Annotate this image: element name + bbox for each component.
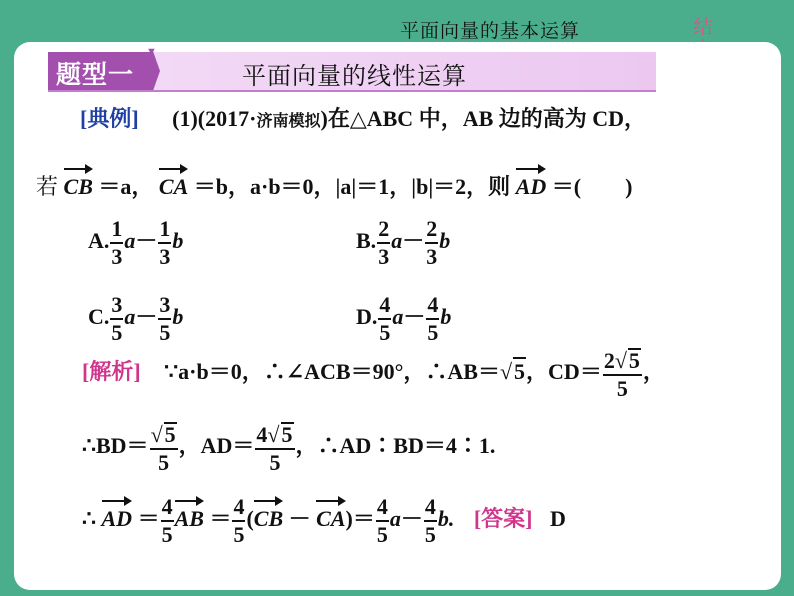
var: a: [392, 304, 404, 330]
example-line-2: [36, 164, 632, 201]
solution-text: ∴: [82, 506, 96, 532]
solution-text: ，∴AD∶BD＝4∶1.: [295, 433, 496, 459]
vector-ca: CA: [316, 496, 345, 532]
option-letter: D.: [356, 304, 378, 330]
var: b: [172, 304, 184, 330]
solution-text: －: [283, 506, 317, 532]
solution-line-3: [82, 496, 566, 546]
solution-text: ＝: [203, 506, 232, 532]
var: a: [391, 228, 403, 254]
vector-ca: CA: [159, 164, 188, 200]
var: b.: [437, 506, 455, 532]
section-tag-label: 题型一: [56, 60, 135, 89]
solution-line-2: [82, 422, 495, 474]
vector-cb: CB: [64, 164, 93, 200]
solution-text: ，AD＝: [178, 433, 255, 459]
example-label: [典例]: [80, 106, 139, 131]
option-c[interactable]: [88, 294, 183, 344]
fraction: $\frac{√5}{5}$: [150, 422, 176, 475]
fraction: $\frac{2}{3}$: [426, 216, 438, 269]
header-title: 平面向量的基本运算: [400, 20, 581, 42]
minus: －: [403, 304, 426, 330]
tag-ribbon-icon: ▼: [146, 46, 157, 58]
vector-ab: AB: [175, 496, 204, 532]
minus: －: [135, 304, 158, 330]
solution-text: ∵a·b＝0，∴∠ACB＝90°，∴AB＝: [164, 359, 500, 385]
solution-label: [解析]: [82, 359, 141, 385]
fraction: $\frac{2√5}{5}$: [603, 348, 640, 401]
fraction: $\frac{4}{5}$: [379, 292, 391, 345]
solution-text: ＝: [132, 506, 160, 532]
option-b[interactable]: [356, 218, 450, 268]
example-line-1: [80, 102, 646, 133]
fraction: $\frac{3}{5}$: [111, 292, 123, 345]
var: a: [124, 228, 136, 254]
fraction: $\frac{4}{5}$: [424, 494, 436, 547]
fraction: $\frac{1}{3}$: [159, 216, 171, 269]
option-letter: C.: [88, 304, 110, 330]
fraction: $\frac{4}{5}$: [233, 494, 245, 547]
var: a: [124, 304, 136, 330]
solution-text: ，: [642, 359, 665, 385]
solution-text: )＝: [345, 506, 375, 532]
fraction: $\frac{4}{5}$: [427, 292, 439, 345]
minus: －: [402, 228, 425, 254]
example-suffix: )在△ABC 中，AB 边的高为 CD，: [320, 106, 647, 131]
example-text: ＝a，: [92, 174, 154, 199]
vector-ad: AD: [516, 164, 547, 200]
var: b: [440, 304, 452, 330]
example-text: ＝( ): [546, 174, 633, 199]
option-letter: B.: [356, 228, 377, 254]
solution-text: ∴BD＝: [82, 433, 149, 459]
fraction: $\frac{4}{5}$: [161, 494, 173, 547]
option-d[interactable]: [356, 294, 451, 344]
option-letter: A.: [88, 228, 110, 254]
var: b: [439, 228, 451, 254]
vector-ad: AD: [102, 496, 133, 532]
minus: －: [400, 506, 423, 532]
var: b: [172, 228, 184, 254]
vector-cb: CB: [254, 496, 283, 532]
example-prefix: (1)(2017·: [172, 106, 257, 131]
fraction: $\frac{2}{3}$: [378, 216, 390, 269]
option-a[interactable]: [88, 218, 183, 268]
example-text: 若: [36, 175, 59, 200]
minus: －: [135, 228, 158, 254]
fraction: $\frac{1}{3}$: [111, 216, 123, 269]
content-panel: [14, 42, 781, 590]
fraction: $\frac{3}{5}$: [159, 292, 171, 345]
sqrt: √5: [499, 359, 526, 385]
answer-value: D: [550, 506, 566, 532]
end-button[interactable]: 结: [693, 16, 713, 38]
answer-label: [答案]: [473, 506, 533, 532]
fraction: $\frac{4}{5}$: [376, 494, 388, 547]
solution-line-1: [82, 348, 665, 400]
solution-text: ，CD＝: [526, 359, 602, 385]
example-text: ＝b，a·b＝0，|a|＝1，|b|＝2，则: [188, 174, 511, 199]
section-title: 平面向量的线性运算: [242, 62, 467, 90]
var: a: [389, 506, 401, 532]
fraction: $\frac{4√5}{5}$: [256, 422, 293, 475]
solution-text: (: [246, 506, 254, 532]
example-source: 济南模拟: [256, 111, 321, 130]
